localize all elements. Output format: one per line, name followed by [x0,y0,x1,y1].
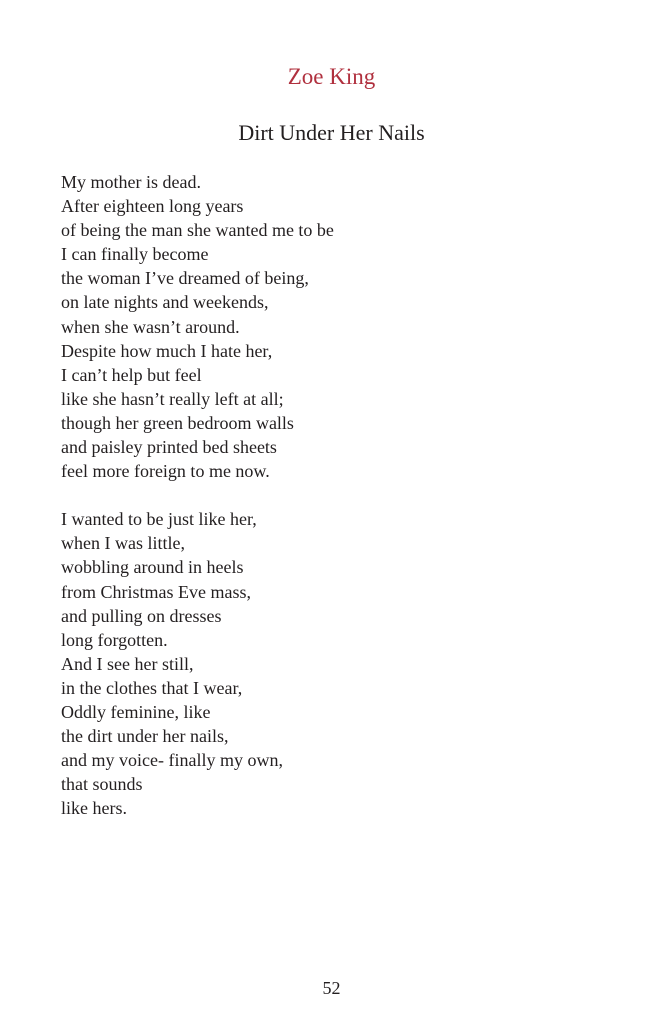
poem-line: and pulling on dresses [61,605,222,626]
poem-line: I can’t help but feel [61,364,202,385]
poem-body [61,170,621,820]
poem-line: feel more foreign to me now. [61,461,270,482]
poem-line: After eighteen long years [61,196,244,217]
page-number: 52 [322,978,341,998]
author-name: Zoe King [287,64,376,89]
poem-line: I wanted to be just like her, [61,509,257,530]
poem-line: in the clothes that I wear, [61,677,243,698]
poem-line: the dirt under her nails, [61,726,229,747]
poem-line: Oddly feminine, like [61,701,211,722]
poem-line: Despite how much I hate her, [61,340,273,361]
poem-line: from Christmas Eve mass, [61,581,251,602]
poem-line: that sounds [61,774,143,795]
poem-line: And I see her still, [61,653,194,674]
poem-title: Dirt Under Her Nails [238,120,425,145]
stanza-1 [61,170,621,483]
stanza-2 [61,507,621,820]
poem-line: I can finally become [61,244,209,265]
poem-line: though her green bedroom walls [61,412,294,433]
poem-line: long forgotten. [61,629,168,650]
poem-line: the woman I’ve dreamed of being, [61,268,309,289]
poem-line: like hers. [61,798,127,819]
poem-line: of being the man she wanted me to be [61,220,334,241]
poem-line: when she wasn’t around. [61,316,240,337]
poem-line: like she hasn’t really left at all; [61,388,284,409]
poem-line: on late nights and weekends, [61,292,269,313]
poem-line: My mother is dead. [61,172,201,192]
poem-line: and my voice- finally my own, [61,750,283,771]
poem-line: wobbling around in heels [61,557,244,578]
poem-line: when I was little, [61,533,185,554]
poem-line: and paisley printed bed sheets [61,437,277,458]
